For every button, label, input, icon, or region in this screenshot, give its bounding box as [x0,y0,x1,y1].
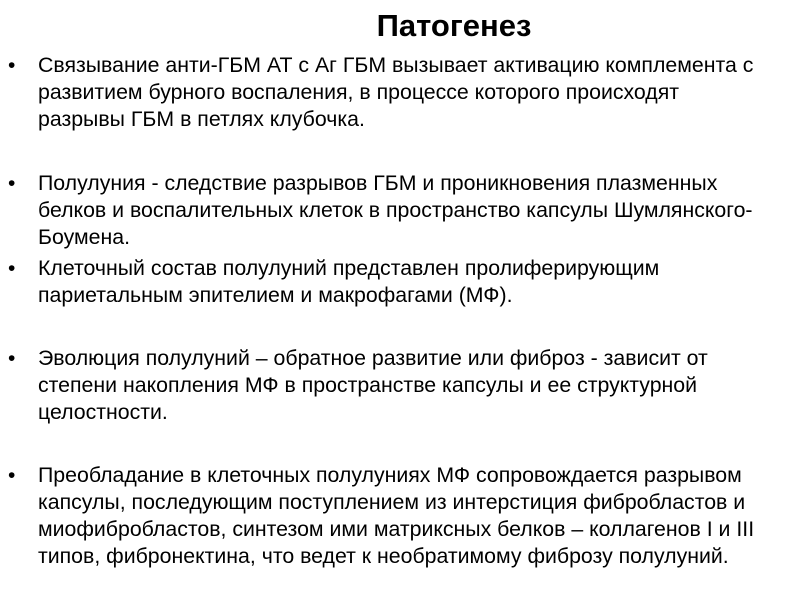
bullet-text-line: капсулы, последующим поступлением из интерстиция фибробластов и [38,490,746,514]
bullet-text-line: развитием бурного воспаления, в процессе которого происходят [38,80,679,104]
bullet-marker: • [8,464,16,487]
bullet-text-line: целостности. [38,400,168,424]
bullet-text-line: Связывание анти-ГБМ АТ с Аг ГБМ вызывает активацию комплемента с [38,53,754,77]
bullet-text-line: белков и воспалительных клеток в пространство капсулы Шумлянского- [38,198,753,222]
bullet-text-line: Преобладание в клеточных полулуниях МФ сопровождается разрывом [38,463,742,487]
slide-title: Патогенез [376,8,532,43]
bullet-marker: • [8,257,16,280]
bullet-text-line: разрывы ГБМ в петлях клубочка. [38,107,365,131]
bullet-marker: • [8,347,16,370]
bullet-item-4 [8,345,790,426]
bullet-text-line: Боумена. [38,225,130,249]
bullet-text-line: миофибробластов, синтезом ими матриксных белков – коллагенов I и III [38,517,755,541]
bullet-text-line: типов, фибронектина, что ведет к необратимому фиброзу полулуний. [38,544,729,568]
bullet-marker: • [8,54,16,77]
bullet-text-line: Полулуния - следствие разрывов ГБМ и проникновения плазменных [38,171,718,195]
bullet-item-5 [8,462,790,570]
bullet-item-3 [8,255,790,309]
bullet-item-1 [8,52,790,133]
bullet-text-line: париетальным эпителием и макрофагами (МФ). [38,283,513,307]
bullet-marker: • [8,172,16,195]
bullet-text-line: степени накопления МФ в пространстве капсулы и ее структурной [38,373,698,397]
bullet-text-line: Клеточный состав полулуний представлен пролиферирующим [38,256,660,280]
bullet-item-2 [8,170,790,251]
bullet-text-line: Эволюция полулуний – обратное развитие или фиброз - зависит от [38,346,708,370]
